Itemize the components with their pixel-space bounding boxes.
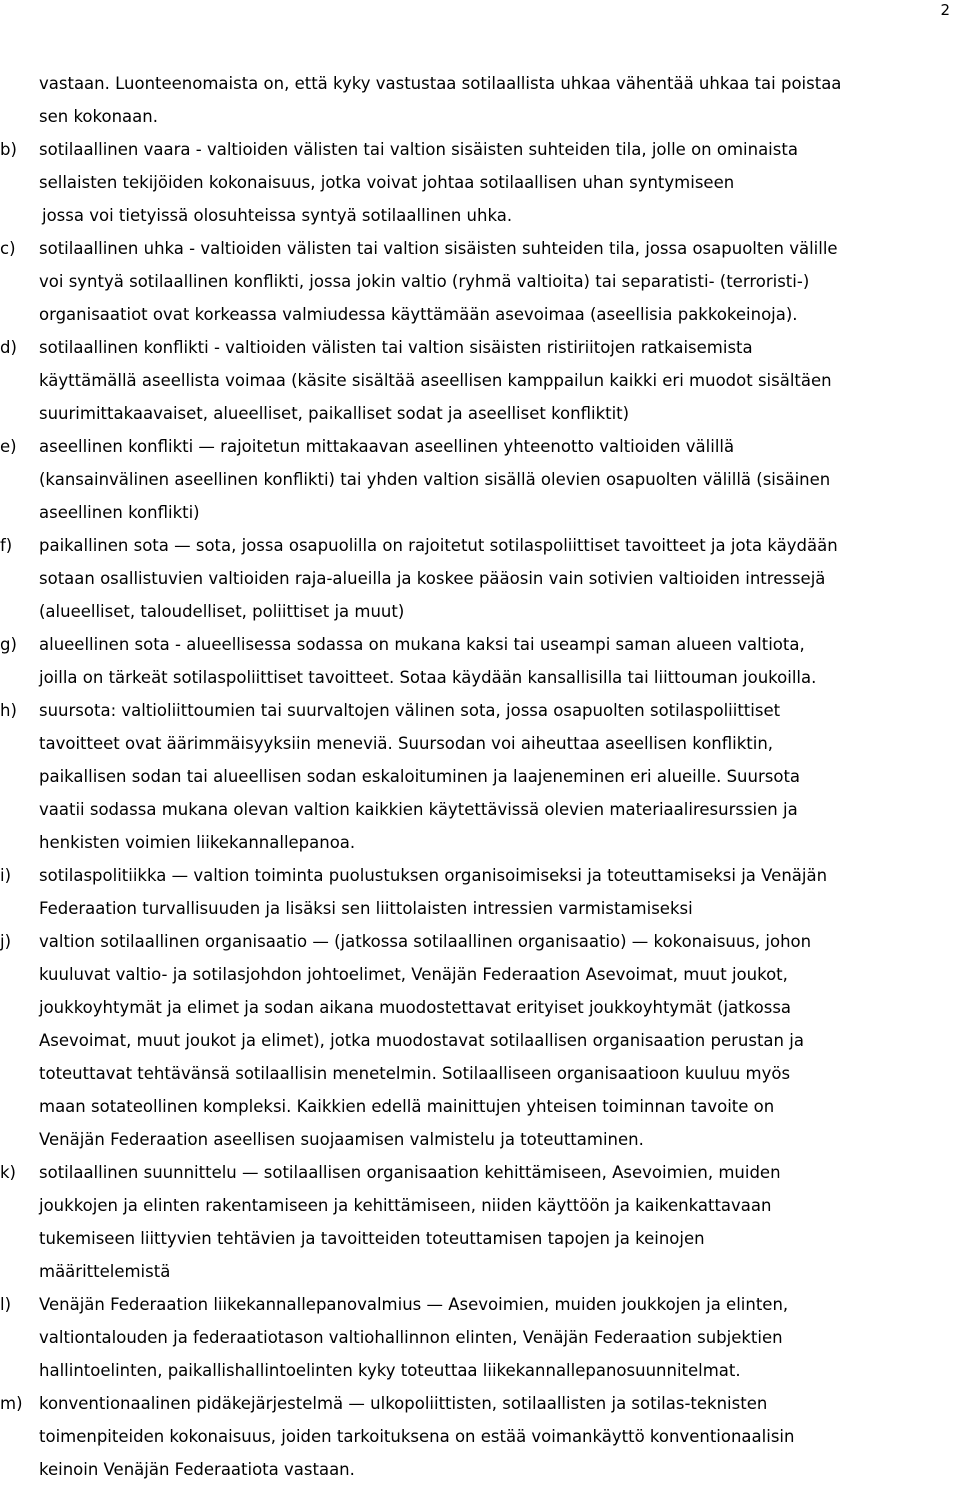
list-marker: g) [0,635,17,654]
list-marker: c) [0,239,16,258]
list-item-line: maan sotateollinen kompleksi. Kaikkien edellä mainittujen yhteisen toiminnan tavoite on [39,1097,775,1116]
list-marker: l) [0,1295,12,1314]
list-item-line: suursota: valtioliittoumien tai suurvaltojen välinen sota, jossa osapuolten sotilaspoliittiset [39,701,781,720]
list-marker: f) [0,536,13,555]
list-item-line: voi syntyä sotilaallinen konflikti, jossa jokin valtio (ryhmä valtioita) tai separatisti- (terroristi-) [39,272,810,291]
list-item-line: organisaatiot ovat korkeassa valmiudessa käyttämään asevoimaa (aseellisia pakkokeinoja). [39,305,798,324]
list-item-line: Venäjän Federaation liikekannallepanovalmius — Asevoimien, muiden joukkojen ja elinten, [39,1295,789,1314]
list-item-line: henkisten voimien liikekannallepanoa. [39,833,356,852]
list-marker: j) [0,932,12,951]
list-item-line: sotilaallinen suunnittelu — sotilaallisen organisaation kehittämiseen, Asevoimien, muiden [39,1163,781,1182]
list-marker: m) [0,1394,23,1413]
list-item-line: joukkojen ja elinten rakentamiseen ja kehittämiseen, niiden käyttöön ja kaikenkattavaan [39,1196,772,1215]
list-item-line: valtiontalouden ja federaatiotason valtiohallinnon elinten, Venäjän Federaation subjektien [39,1328,783,1347]
list-item-line: hallintoelinten, paikallishallintoelinten kyky toteuttaa liikekannallepanosuunnitelmat. [39,1361,741,1380]
list-item-line: joukkoyhtymät ja elimet ja sodan aikana muodostettavat erityiset joukkoyhtymät (jatkossa [39,998,792,1017]
list-item-line: paikallisen sodan tai alueellisen sodan eskaloituminen ja laajeneminen eri alueille. Suursota [39,767,801,786]
list-item-line: joilla on tärkeät sotilaspoliittiset tavoitteet. Sotaa käydään kansallisilla tai liittouman joukoilla. [39,668,817,687]
list-item-line: paikallinen sota — sota, jossa osapuolilla on rajoitetut sotilaspoliittiset tavoitteet ja jota käydään [39,536,838,555]
list-item-line: sotilaallinen vaara - valtioiden välisten tai valtion sisäisten suhteiden tila, jolle on ominaista [39,140,798,159]
list-item-line: aseellinen konflikti — rajoitetun mittakaavan aseellinen yhteenotto valtioiden välillä [39,437,735,456]
list-marker: e) [0,437,17,456]
list-item-line: vaatii sodassa mukana olevan valtion kaikkien käytettävissä olevien materiaaliresurssien ja [39,800,798,819]
list-item-line: alueellinen sota - alueellisessa sodassa on mukana kaksi tai useampi saman alueen valtiota, [39,635,805,654]
list-item-line: Asevoimat, muut joukot ja elimet), jotka muodostavat sotilaallisen organisaation perustan ja [39,1031,804,1050]
intro-line: vastaan. Luonteenomaista on, että kyky vastustaa sotilaallista uhkaa vähentää uhkaa tai poistaa [39,74,842,93]
intro-line: sen kokonaan. [39,107,158,126]
list-item-line: tavoitteet ovat äärimmäisyyksiin meneviä. Suursodan voi aiheuttaa aseellisen konfliktin, [39,734,774,753]
list-item-line: konventionaalinen pidäkejärjestelmä — ulkopoliittisten, sotilaallisten ja sotilas-teknisten [39,1394,768,1413]
list-item-line: jossa voi tietyissä olosuhteissa syntyä sotilaallinen uhka. [42,206,513,225]
list-item-line: Venäjän Federaation aseellisen suojaamisen valmistelu ja toteuttaminen. [39,1130,644,1149]
list-marker: h) [0,701,17,720]
list-item-line: (alueelliset, taloudelliset, poliittiset ja muut) [39,602,405,621]
list-item-line: sotilaallinen uhka - valtioiden välisten tai valtion sisäisten suhteiden tila, jossa osapuolten välille [39,239,838,258]
list-item-line: sotilaallinen konflikti - valtioiden välisten tai valtion sisäisten ristiriitojen ratkaisemista [39,338,753,357]
list-item-line: sellaisten tekijöiden kokonaisuus, jotka voivat johtaa sotilaallisen uhan syntymiseen [39,173,735,192]
list-item-line: suurimittakaavaiset, alueelliset, paikalliset sodat ja aseelliset konfliktit) [39,404,630,423]
list-item-line: Federaation turvallisuuden ja lisäksi sen liittolaisten intressien varmistamiseksi [39,899,693,918]
list-item-line: sotaan osallistuvien valtioiden raja-alueilla ja koskee pääosin vain sotivien valtioiden intressejä [39,569,826,588]
list-item-line: käyttämällä aseellista voimaa (käsite sisältää aseellisen kamppailun kaikki eri muodot sisältäen [39,371,832,390]
list-item-line: kuuluvat valtio- ja sotilasjohdon johtoelimet, Venäjän Federaation Asevoimat, muut joukot, [39,965,788,984]
list-marker: k) [0,1163,16,1182]
list-item-line: tukemiseen liittyvien tehtävien ja tavoitteiden toteuttamisen tapojen ja keinojen [39,1229,705,1248]
list-item-line: määrittelemistä [39,1262,171,1281]
list-item-line: aseellinen konflikti) [39,503,200,522]
page-number: 2 [940,1,950,19]
list-item-line: valtion sotilaallinen organisaatio — (jatkossa sotilaallinen organisaatio) — kokonaisuus, johon [39,932,812,951]
list-item-line: toimenpiteiden kokonaisuus, joiden tarkoituksena on estää voimankäyttö konventionaalisin [39,1427,795,1446]
list-marker: b) [0,140,17,159]
list-marker: d) [0,338,17,357]
list-marker: i) [0,866,12,885]
list-item-line: sotilaspolitiikka — valtion toiminta puolustuksen organisoimiseksi ja toteuttamiseksi ja Venäjän [39,866,828,885]
list-item-line: keinoin Venäjän Federaatiota vastaan. [39,1460,355,1479]
list-item-line: toteuttavat tehtävänsä sotilaallisin menetelmin. Sotilaalliseen organisaatioon kuuluu myös [39,1064,791,1083]
list-item-line: (kansainvälinen aseellinen konflikti) tai yhden valtion sisällä olevien osapuolten välillä (sisäinen [39,470,831,489]
